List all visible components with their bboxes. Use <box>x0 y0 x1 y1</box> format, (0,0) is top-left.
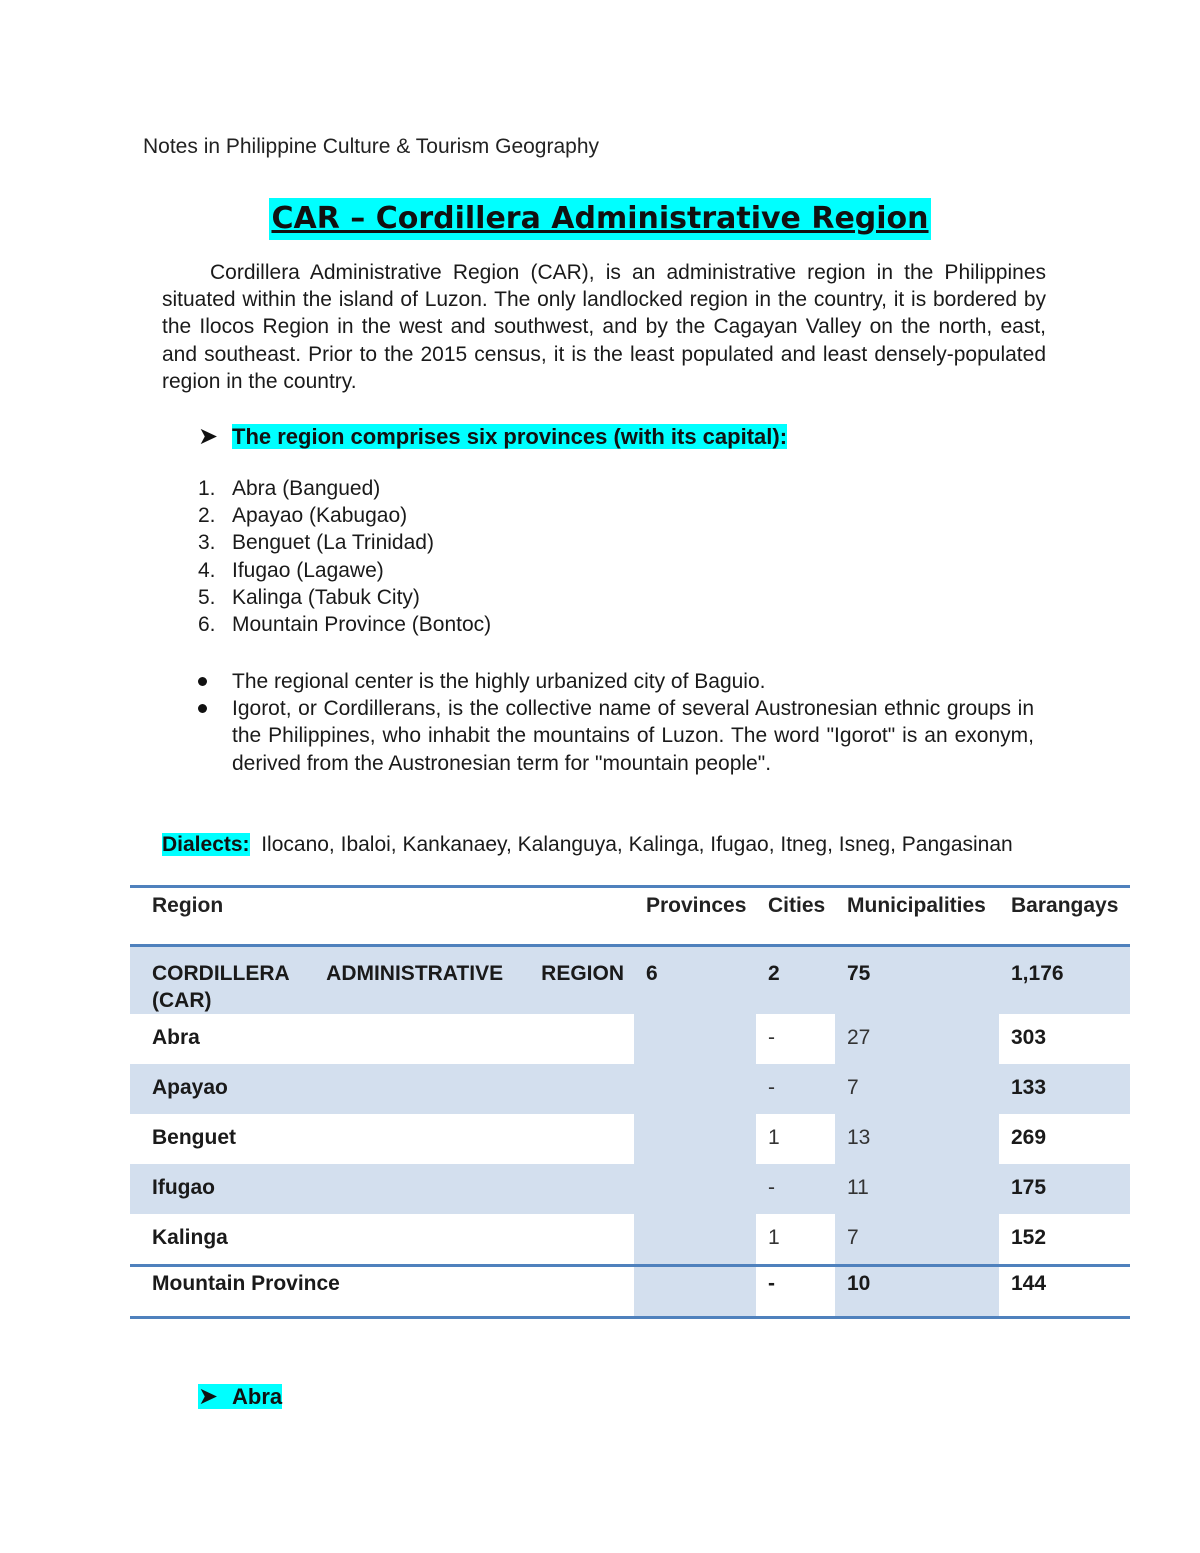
table-row: Apayao - 7 133 <box>130 1064 1130 1114</box>
list-item: Igorot, or Cordillerans, is the collective name of several Austronesian ethnic groups in the Philippines, who inhabit the mountains of Luzon. The word "Igorot" is an exonym, derived from the Austronesian term for "mountain people". <box>198 695 1034 777</box>
title-block <box>0 198 1200 240</box>
bullet-dot-icon <box>198 704 207 713</box>
list-item: 5. Kalinga (Tabuk City) <box>198 585 420 609</box>
page-title: CAR – Cordillera Administrative Region <box>269 198 930 240</box>
table-header-row <box>130 887 1130 946</box>
list-item: 1. Abra (Bangued) <box>198 477 381 500</box>
header-barangays: Barangays <box>1011 894 1119 917</box>
list-item: 6. Mountain Province (Bontoc) <box>198 612 492 636</box>
abra-heading-text: ➤ Abra <box>198 1383 283 1410</box>
arrow-bullet-icon: ➤ <box>198 1383 219 1410</box>
abra-heading <box>198 1382 282 1411</box>
list-item: The regional center is the highly urbanized city of Baguio. <box>198 668 1034 695</box>
table-row: Abra - 27 303 <box>130 1014 1130 1064</box>
province-list <box>198 475 491 638</box>
table-row: Mountain Province - 10 144 <box>130 1266 1130 1318</box>
header-provinces: Provinces <box>646 894 747 917</box>
table-row-summary: CORDILLERA ADMINISTRATIVE REGION (CAR) 6 2 75 1,176 <box>130 946 1130 1015</box>
header-municipalities: Municipalities <box>847 894 986 917</box>
arrow-bullet-icon: ➤ <box>198 423 219 450</box>
list-item: 2. Apayao (Kabugao) <box>198 504 408 528</box>
bullet-list <box>198 668 1034 777</box>
intro-paragraph: Cordillera Administrative Region (CAR), is an administrative region in the Philippines situated within the island of Luzon. The only landlocked region in the country, it is bordered by the Ilocos Region in the west and southwest, and by the Cagayan Valley on the north, east, and southeast. Prior to the 2015 census, it is the least populated and least densely-populated region in the country. <box>162 261 1046 393</box>
table-row: Kalinga 1 7 152 <box>130 1214 1130 1266</box>
list-item: 4. Ifugao (Lagawe) <box>198 558 384 582</box>
header-note: Notes in Philippine Culture & Tourism Geography <box>143 135 600 158</box>
provinces-heading-text: The region comprises six provinces (with its capital): <box>232 424 788 449</box>
list-item: 3. Benguet (La Trinidad) <box>198 531 434 555</box>
provinces-heading <box>198 422 787 451</box>
header-cities: Cities <box>768 894 826 917</box>
bullet-dot-icon <box>198 677 207 686</box>
dialects-paragraph <box>162 831 1058 858</box>
dialects-text: Ilocano, Ibaloi, Kankanaey, Kalanguya, Kalinga, Ifugao, Itneg, Isneg, Pangasinan <box>261 833 1013 856</box>
header-region: Region <box>152 894 224 917</box>
region-stats-table <box>130 885 1130 1319</box>
dialects-label: Dialects: <box>162 833 250 856</box>
table-row: Ifugao - 11 175 <box>130 1164 1130 1214</box>
table-row: Benguet 1 13 269 <box>130 1114 1130 1164</box>
